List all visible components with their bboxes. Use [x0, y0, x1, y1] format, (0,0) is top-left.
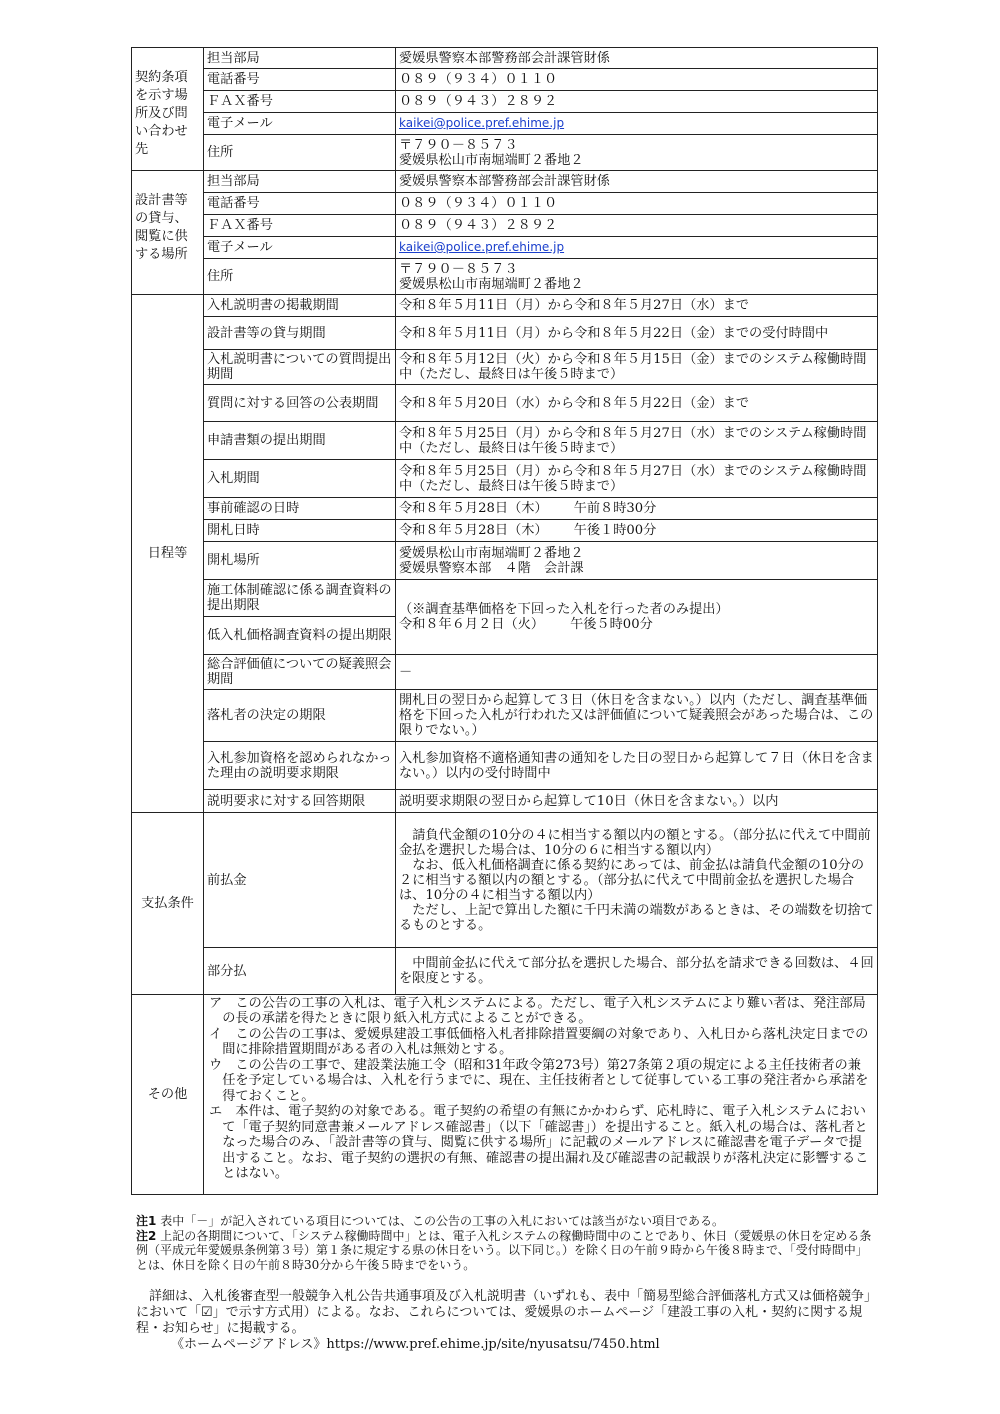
partial-payment-text: 中間前金払に代えて部分払を選択した場合、部分払を請求できる回数は、４回を限度とする。 [396, 948, 878, 995]
schedule-label: 入札参加資格を認められなかった理由の説明要求期限 [204, 742, 396, 790]
contact-section-label: 契約条項を示す場所及び問い合わせ先 [132, 48, 204, 171]
contact-value-dept: 愛媛県警察本部警務部会計課管財係 [396, 48, 878, 69]
schedule-label: 開札日時 [204, 520, 396, 542]
contact-label-phone: 電話番号 [204, 69, 396, 91]
schedule-label: 施工体制確認に係る調査資料の提出期限 [204, 580, 396, 617]
homepage-address: 《ホームページアドレス》https://www.pref.ehime.jp/site/nyusatsu/7450.html [171, 1337, 660, 1352]
schedule-value: 令和８年５月11日（月）から令和８年５月27日（水）まで [396, 295, 878, 317]
schedule-time: 午後５時00分 [570, 617, 653, 632]
schedule-label: 入札説明書についての質問提出期間 [204, 350, 396, 385]
schedule-value: 令和８年５月25日（月）から令和８年５月27日（水）までのシステム稼働時間中（ただし、最終日は午後５時まで） [396, 460, 878, 498]
schedule-value: 令和８年５月25日（月）から令和８年５月27日（水）までのシステム稼働時間中（ただし、最終日は午後５時まで） [396, 422, 878, 460]
note-2 [136, 1229, 878, 1273]
schedule-label: 開札場所 [204, 542, 396, 580]
schedule-label: 設計書等の貸与期間 [204, 317, 396, 350]
lending-label-email: 電子メール [204, 237, 396, 259]
lending-value-fax: ０８９（９４３）２８９２ [396, 215, 878, 237]
schedule-date: 令和８年６月２日（火） [399, 617, 545, 632]
schedule-label: 申請書類の提出期間 [204, 422, 396, 460]
schedule-note: （※調査基準価格を下回った入札を行った者のみ提出） [399, 602, 729, 617]
note-1 [136, 1214, 878, 1229]
other-section-label: その他 [132, 995, 204, 1195]
schedule-label: 入札説明書の掲載期間 [204, 295, 396, 317]
schedule-time: 午後１時00分 [573, 523, 657, 538]
lending-address: 愛媛県松山市南堀端町２番地２ [399, 276, 584, 292]
lending-email-link[interactable]: kaikei@police.pref.ehime.jp [399, 240, 565, 254]
other-item: イ この公告の工事は、愛媛県建設工事低価格入札者排除措置要綱の対象であり、入札日から落札決定日までの間に排除措置期間がある者の入札は無効とする。 [209, 1026, 869, 1057]
other-item: ウ この公告の工事で、建設業法施工令（昭和31年政令第273号）第27条第２項の規定による主任技術者の兼任を予定している場合は、入札を行うまでに、現在、主任技術者として従事している工事の発注者から承諾を得ておくこと。 [209, 1057, 869, 1104]
schedule-value: － [396, 655, 878, 690]
advance-payment-label: 前払金 [204, 813, 396, 948]
schedule-label: 入札期間 [204, 460, 396, 498]
schedule-value [396, 520, 878, 542]
schedule-label: 落札者の決定の期限 [204, 690, 396, 742]
note-2-text: 上記の各期間について、「システム稼働時間中」とは、電子入札システムの稼働時間中のことであり、休日（愛媛県の休日を定める条例（平成元年愛媛県条例第３号）第１条に規定する県の休日をいう。以下同じ。）を除く日の午前９時から午後８時まで、「受付時間中」とは、休日を除く日の午前８時30分から午後５時までをいう。 [136, 1228, 872, 1272]
schedule-value: 説明要求期限の翌日から起算して10日（休日を含まない。）以内 [396, 790, 878, 813]
schedule-value: 令和８年５月11日（月）から令和８年５月22日（金）までの受付時間中 [396, 317, 878, 350]
lending-section-label: 設計書等の貸与、閲覧に供する場所 [132, 171, 204, 295]
schedule-value [399, 617, 874, 632]
detail-paragraph [136, 1289, 878, 1353]
contact-label-dept: 担当部局 [204, 48, 396, 69]
notice-table [131, 47, 878, 1195]
schedule-value: 令和８年５月20日（水）から令和８年５月22日（金）まで [396, 385, 878, 422]
advance-payment-text: なお、低入札価格調査に係る契約にあっては、前金払は請負代金額の10分の２に相当する額以内の額とする。（部分払に代えて中間前金払を選択した場合は、10分の４に相当する額以内） [399, 857, 865, 903]
schedule-label: 質問に対する回答の公表期間 [204, 385, 396, 422]
lending-postal-code: 〒７９０－８５７３ [399, 261, 518, 277]
advance-payment-text: 請負代金額の10分の４に相当する額以内の額とする。（部分払に代えて中間前金払を選択した場合は、10分の６に相当する額以内） [399, 827, 871, 858]
contact-label-fax: ＦＡＸ番号 [204, 91, 396, 113]
footnotes [136, 1214, 878, 1272]
schedule-value [396, 498, 878, 520]
schedule-value: 令和８年５月12日（火）から令和８年５月15日（金）までのシステム稼働時間中（ただし、最終日は午後５時まで） [396, 350, 878, 385]
schedule-label: 総合評価値についての疑義照会期間 [204, 655, 396, 690]
lending-value-dept: 愛媛県警察本部警務部会計課管財係 [396, 171, 878, 193]
contact-email-link[interactable]: kaikei@police.pref.ehime.jp [399, 116, 565, 130]
payment-section-label: 支払条件 [132, 813, 204, 995]
partial-payment-label: 部分払 [204, 948, 396, 995]
note-2-label: 注2 [136, 1228, 157, 1243]
contact-address: 愛媛県松山市南堀端町２番地２ [399, 152, 584, 168]
contact-label-address: 住所 [204, 135, 396, 171]
schedule-label: 低入札価格調査資料の提出期限 [204, 617, 396, 655]
contact-value-phone: ０８９（９３４）０１１０ [396, 69, 878, 91]
schedule-value: 愛媛県松山市南堀端町２番地２ [399, 545, 584, 561]
other-item: エ 本件は、電子契約の対象である。電子契約の希望の有無にかかわらず、応札時に、電子入札システムにおいて「電子契約同意書兼メールアドレス確認書」（以下「確認書」）を提出すること。紙入札の場合は、落札者となった場合のみ、「設計書等の貸与、閲覧に供する場所」に記載のメールアドレスに確認書を電子データで提出すること。なお、電子契約の選択の有無、確認書の提出漏れ及び確認書の記載誤りが落札決定に影響することはない。 [209, 1104, 869, 1181]
schedule-date: 令和８年５月28日（木） [399, 501, 548, 516]
note-1-label: 注1 [136, 1214, 157, 1228]
lending-value-phone: ０８９（９３４）０１１０ [396, 193, 878, 215]
contact-label-email: 電子メール [204, 113, 396, 135]
note-1-text: 表中「－」が記入されている項目については、この公告の工事の入札においては該当がない項目である。 [160, 1214, 724, 1228]
lending-label-fax: ＦＡＸ番号 [204, 215, 396, 237]
detail-text: 詳細は、入札後審査型一般競争入札公告共通事項及び入札説明書（いずれも、表中「簡易型総合評価落札方式又は価格競争」において「☑」で示す方式用）による。なお、これらについては、愛媛県のホームページ「建設工事の入札・契約に関する規程・お知らせ」に掲載する。 [136, 1289, 878, 1336]
other-item: ア この公告の工事の入札は、電子入札システムによる。ただし、電子入札システムにより難い者は、発注部局の長の承諾を得たときに限り紙入札方式によることができる。 [209, 995, 866, 1026]
lending-label-phone: 電話番号 [204, 193, 396, 215]
schedule-value: 開札日の翌日から起算して３日（休日を含まない。）以内（ただし、調査基準価格を下回った入札が行われた又は評価値について疑義照会があった場合は、この限りでない。） [396, 690, 878, 742]
schedule-label: 事前確認の日時 [204, 498, 396, 520]
lending-label-dept: 担当部局 [204, 171, 396, 193]
contact-value-fax: ０８９（９４３）２８９２ [396, 91, 878, 113]
schedule-value: 愛媛県警察本部 ４階 会計課 [399, 560, 584, 576]
lending-label-address: 住所 [204, 259, 396, 295]
schedule-section-label: 日程等 [132, 295, 204, 813]
contact-postal-code: 〒７９０－８５７３ [399, 137, 518, 153]
advance-payment-text: ただし、上記で算出した額に千円未満の端数があるときは、その端数を切捨てるものとする。 [399, 902, 874, 933]
schedule-value: 入札参加資格不適格通知書の通知をした日の翌日から起算して７日（休日を含まない。）以内の受付時間中 [396, 742, 878, 790]
schedule-label: 説明要求に対する回答期限 [204, 790, 396, 813]
schedule-date: 令和８年５月28日（木） [399, 523, 548, 538]
schedule-time: 午前８時30分 [573, 501, 657, 516]
